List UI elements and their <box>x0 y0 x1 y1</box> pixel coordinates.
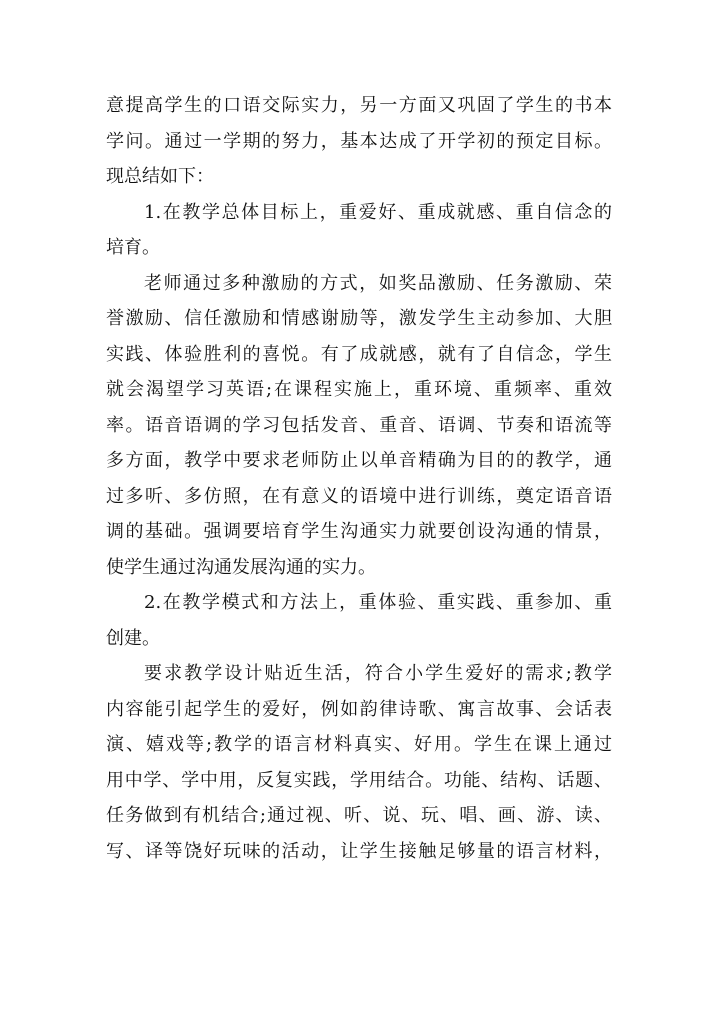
section-heading-line: 1.在教学总体目标上，重爱好、重成就感、重自信念的 <box>144 201 612 223</box>
paragraph-line: 使学生通过沟通发展沟通的实力。 <box>106 556 376 578</box>
paragraph-line: 老师通过多种激励的方式，如奖品激励、任务激励、荣 <box>144 272 612 294</box>
paragraph-line: 调的基础。强调要培育学生沟通实力就要创设沟通的情景， <box>106 521 612 542</box>
paragraph-line: 用中学、学中用，反复实践，学用结合。功能、结构、话题、 <box>106 769 612 791</box>
text-line: 学问。通过一学期的努力，基本达成了开学初的预定目标。 <box>106 130 612 152</box>
section-heading-line: 2.在教学模式和方法上，重体验、重实践、重参加、重 <box>144 592 612 613</box>
document-page <box>106 88 612 869</box>
text-line: 意提高学生的口语交际实力，另一方面又巩固了学生的书本 <box>106 95 612 116</box>
paragraph-line: 演、嬉戏等;教学的语言材料真实、好用。学生在课上通过 <box>106 734 612 755</box>
paragraph-line: 多方面，教学中要求老师防止以单音精确为目的的教学，通 <box>106 450 612 471</box>
paragraph-line: 内容能引起学生的爱好，例如韵律诗歌、寓言故事、会话表 <box>106 698 612 720</box>
paragraph-line: 要求教学设计贴近生活，符合小学生爱好的需求;教学 <box>144 663 612 684</box>
paragraph-line: 率。语音语调的学习包括发音、重音、语调、节奏和语流等 <box>106 414 612 436</box>
paragraph-line: 誉激励、信任激励和情感谢励等，激发学生主动参加、大胆 <box>106 308 612 329</box>
paragraph-line: 过多听、多仿照，在有意义的语境中进行训练，奠定语音语 <box>106 485 612 507</box>
paragraph-line: 任务做到有机结合;通过视、听、说、玩、唱、画、游、读、 <box>106 805 612 826</box>
section-heading-line: 培育。 <box>106 237 160 258</box>
paragraph-line: 就会渴望学习英语;在课程实施上，重环境、重频率、重效 <box>106 379 612 400</box>
paragraph-line: 实践、体验胜利的喜悦。有了成就感，就有了自信念，学生 <box>106 343 612 365</box>
text-line: 现总结如下： <box>106 166 214 187</box>
section-heading-line: 创建。 <box>106 627 160 649</box>
paragraph-line: 写、译等饶好玩味的活动，让学生接触足够量的语言材料， <box>106 840 612 862</box>
